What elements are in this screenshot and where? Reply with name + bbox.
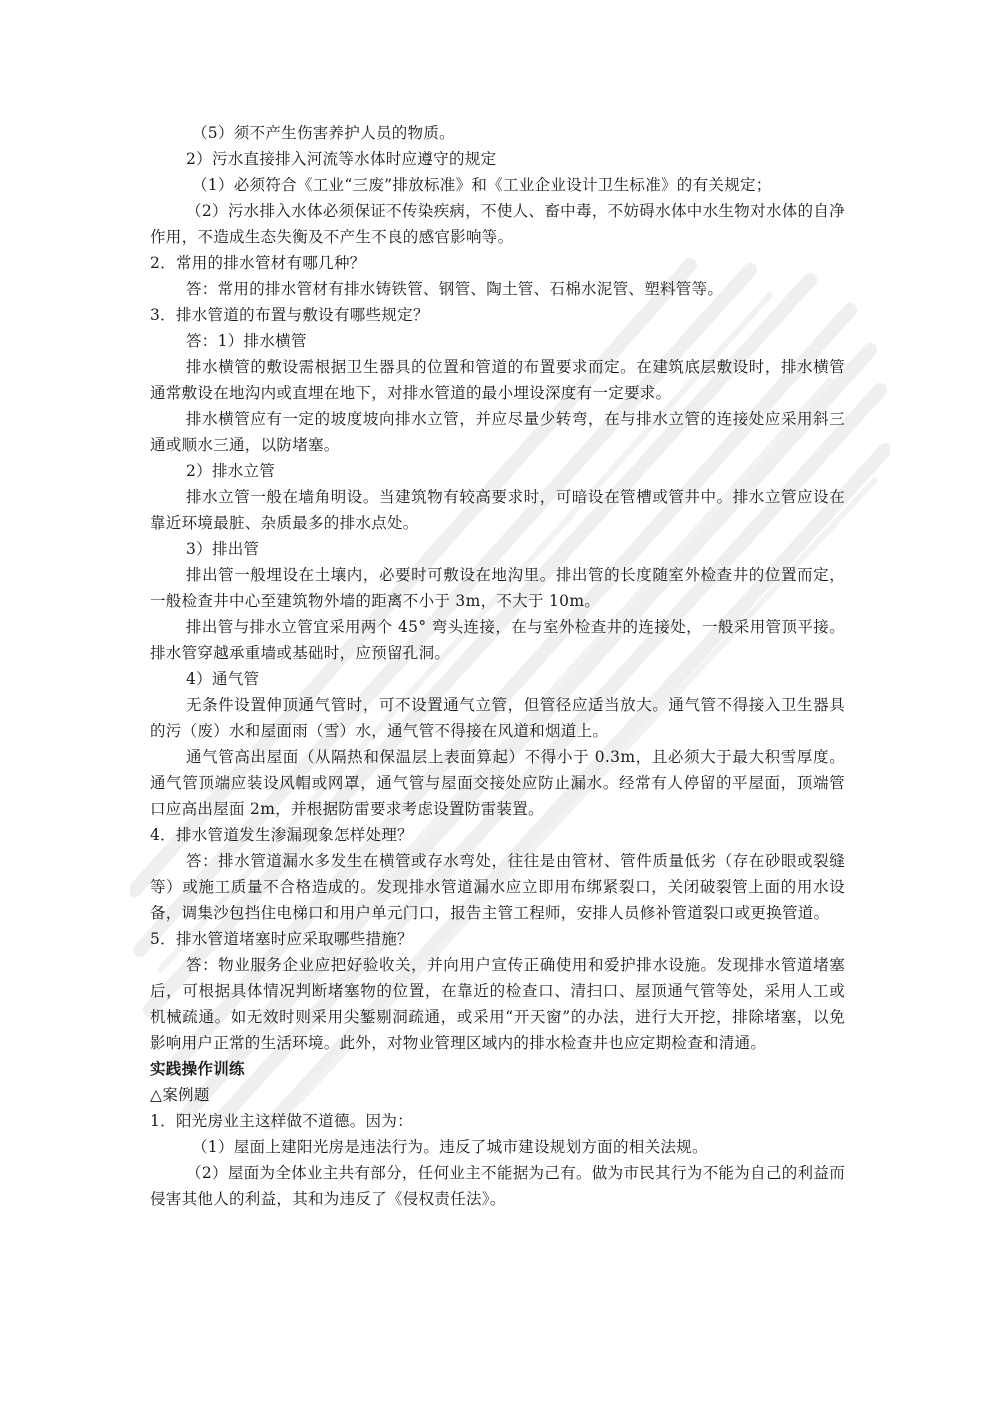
text-paragraph: （1）屋面上建阳光房是违法行为。违反了城市建设规划方面的相关法规。 xyxy=(192,1138,708,1156)
text-paragraph: 1．阳光房业主这样做不道德。因为： xyxy=(150,1112,413,1130)
text-paragraph: 排水横管应有一定的坡度坡向排水立管，并应尽量少转弯，在与排水立管的连接处应采用斜三通或顺水三通，以防堵塞。 xyxy=(150,410,845,454)
text-paragraph: 实践操作训练 xyxy=(150,1059,245,1078)
text-paragraph: 排出管一般埋设在土壤内，必要时可敷设在地沟里。排出管的长度随室外检查井的位置而定，一般检查井中心至建筑物外墙的距离不小于 3m，不大于 10m。 xyxy=(150,566,845,610)
text-paragraph: 答：物业服务企业应把好验收关，并向用户宣传正确使用和爱护排水设施。发现排水管道堵塞后，可根据具体情况判断堵塞物的位置，在靠近的检查口、清扫口、屋顶通气管等处，采用人工或机械疏通。如无效时则采用尖錾剔洞疏通，或采用“开天窗”的办法，进行大开挖，排除堵塞，以免影响用户正常的生活环境。此外，对物业管理区域内的排水检查井也应定期检查和清通。 xyxy=(150,956,845,1052)
document-body xyxy=(150,120,845,1212)
text-paragraph: （2）屋面为全体业主共有部分，任何业主不能据为己有。做为市民其行为不能为自己的利益而侵害其他人的利益，其和为违反了《侵权责任法》。 xyxy=(150,1164,845,1208)
text-paragraph: 2．常用的排水管材有哪几种？ xyxy=(150,254,366,272)
text-paragraph: 通气管高出屋面（从隔热和保温层上表面算起）不得小于 0.3m，且必须大于最大积雪厚度。通气管顶端应装设风帽或网罩，通气管与屋面交接处应防止漏水。经常有人停留的平屋面，顶端管口应高出屋面 2m，并根据防雷要求考虑设置防雷装置。 xyxy=(150,748,845,818)
text-paragraph: 2）排水立管 xyxy=(186,462,276,480)
text-paragraph: △案例题 xyxy=(150,1086,210,1104)
text-paragraph: （5）须不产生伤害养护人员的物质。 xyxy=(192,124,455,142)
text-paragraph: 排出管与排水立管宜采用两个 45° 弯头连接，在与室外检查井的连接处，一般采用管顶平接。排水管穿越承重墙或基础时，应预留孔洞。 xyxy=(150,618,845,662)
text-paragraph: 答：排水管道漏水多发生在横管或存水弯处，往往是由管材、管件质量低劣（存在砂眼或裂缝等）或施工质量不合格造成的。发现排水管道漏水应立即用布绑紧裂口，关闭破裂管上面的用水设备，调集沙包挡住电梯口和用户单元门口，报告主管工程师，安排人员修补管道裂口或更换管道。 xyxy=(150,852,845,922)
text-paragraph: （1）必须符合《工业“三废”排放标准》和《工业企业设计卫生标准》的有关规定； xyxy=(192,176,772,194)
text-paragraph: 4．排水管道发生渗漏现象怎样处理？ xyxy=(150,826,413,844)
text-paragraph: 答：常用的排水管材有排水铸铁管、钢管、陶土管、石棉水泥管、塑料管等。 xyxy=(186,280,724,298)
text-paragraph: 5．排水管道堵塞时应采取哪些措施？ xyxy=(150,930,413,948)
text-paragraph: 3．排水管道的布置与敷设有哪些规定？ xyxy=(150,306,429,324)
text-paragraph: 无条件设置伸顶通气管时，可不设置通气立管，但管径应适当放大。通气管不得接入卫生器具的污（废）水和屋面雨（雪）水，通气管不得接在风道和烟道上。 xyxy=(150,696,845,740)
text-paragraph: 排水立管一般在墙角明设。当建筑物有较高要求时，可暗设在管槽或管井中。排水立管应设在靠近环境最脏、杂质最多的排水点处。 xyxy=(150,488,845,532)
text-paragraph: 4）通气管 xyxy=(186,670,260,688)
text-paragraph: 排水横管的敷设需根据卫生器具的位置和管道的布置要求而定。在建筑底层敷设时，排水横管通常敷设在地沟内或直埋在地下，对排水管道的最小埋设深度有一定要求。 xyxy=(150,358,845,402)
text-paragraph: （2）污水排入水体必须保证不传染疾病，不使人、畜中毒，不妨碍水体中水生物对水体的自净作用，不造成生态失衡及不产生不良的感官影响等。 xyxy=(150,202,845,246)
text-paragraph: 3）排出管 xyxy=(186,540,260,558)
text-paragraph: 答：1）排水横管 xyxy=(186,332,307,350)
text-paragraph: 2）污水直接排入河流等水体时应遵守的规定 xyxy=(186,150,497,168)
